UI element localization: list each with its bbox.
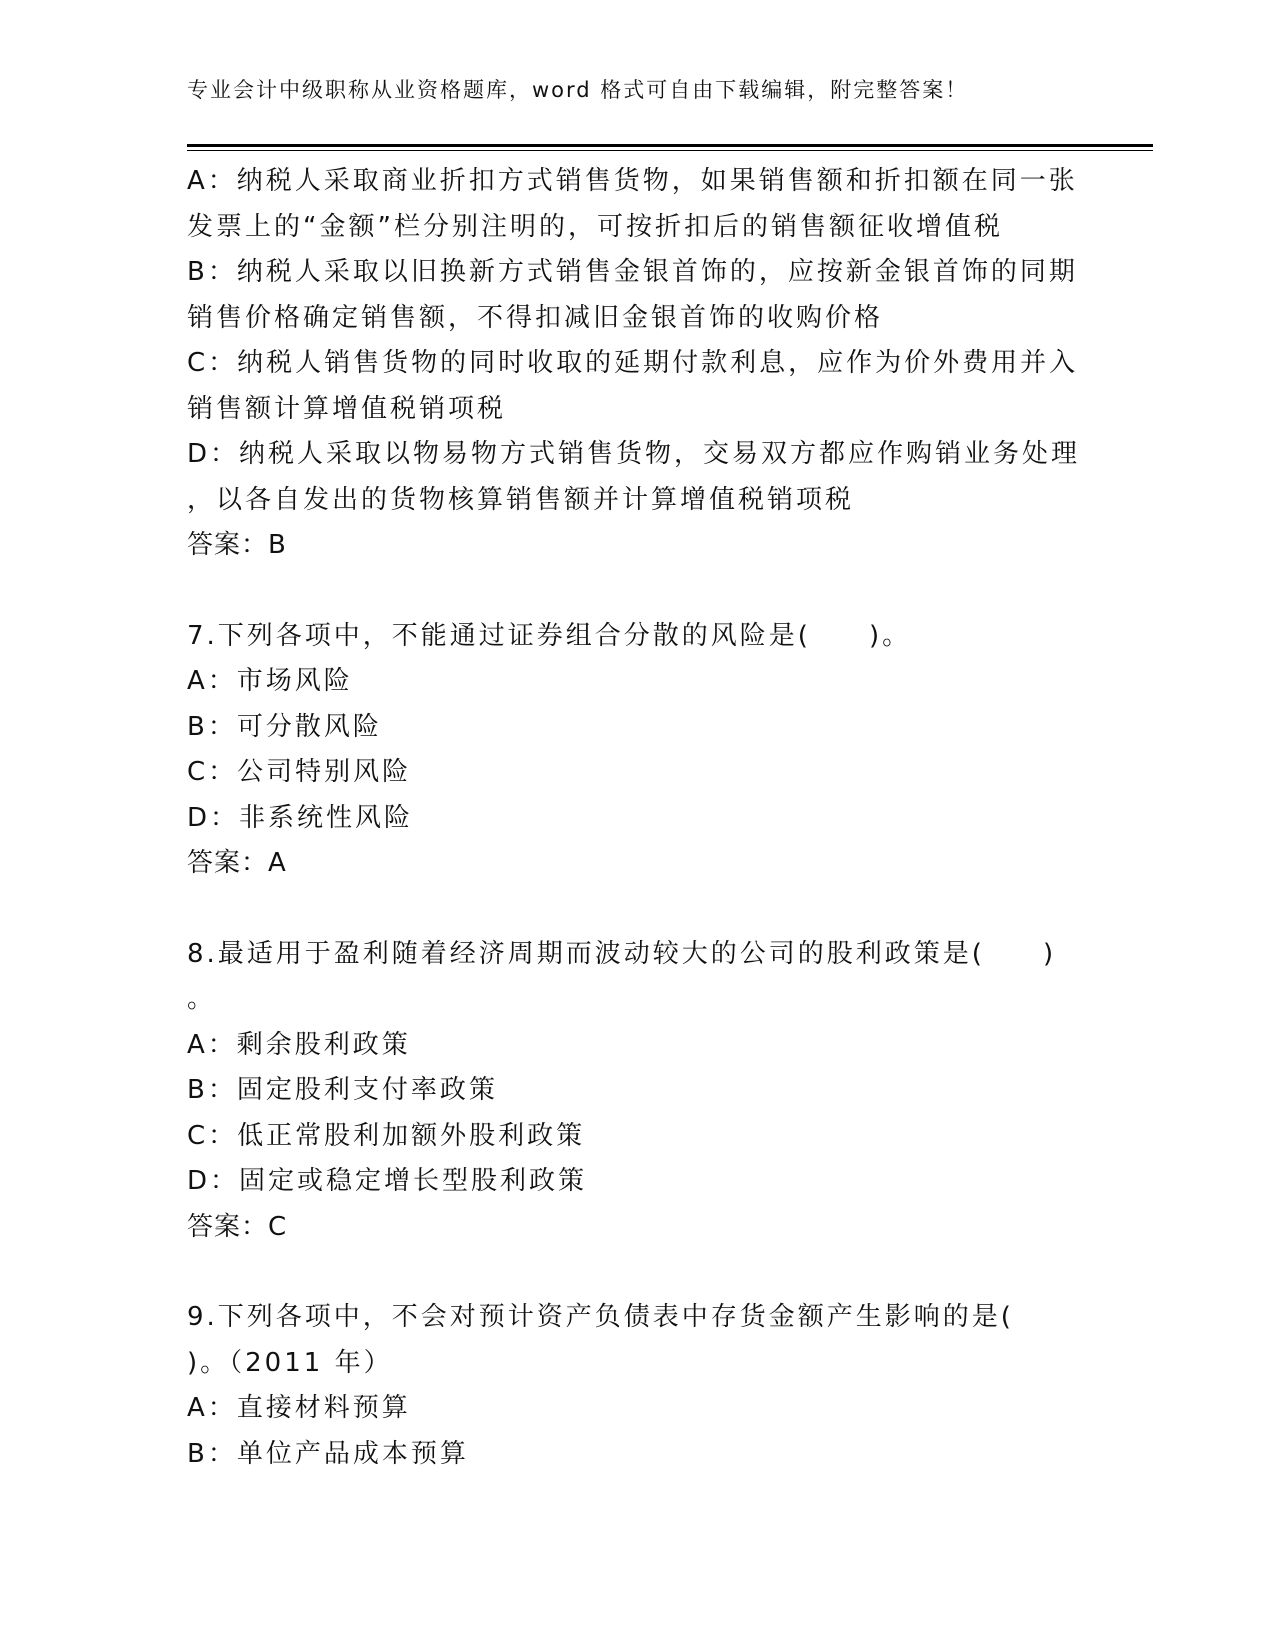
text-line: D：纳税人采取以物易物方式销售货物，交易双方都应作购销业务处理	[187, 439, 1081, 469]
question-block-6	[187, 159, 1087, 569]
option-b: B：固定股利支付率政策	[187, 1075, 498, 1105]
question-content	[187, 159, 1087, 1477]
option-c: C：低正常股利加额外股利政策	[187, 1120, 586, 1151]
header-rule-thick	[187, 144, 1153, 147]
text-line: B：纳税人采取以旧换新方式销售金银首饰的，应按新金银首饰的同期	[187, 257, 1078, 287]
block-spacer	[187, 569, 1087, 614]
option-a: A：剩余股利政策	[187, 1029, 411, 1060]
option-b: B：可分散风险	[187, 711, 382, 742]
text-line: 销售额计算增值税销项税	[187, 393, 507, 424]
text-line: C：纳税人销售货物的同时收取的延期付款利息，应作为价外费用并入	[187, 348, 1079, 378]
text-line: 发票上的“金额”栏分别注明的，可按折扣后的销售额征收增值税	[187, 211, 1003, 242]
option-d: D：非系统性风险	[187, 802, 414, 833]
option-d: D：固定或稳定增长型股利政策	[187, 1166, 588, 1196]
option-b: B：单位产品成本预算	[187, 1438, 469, 1469]
question-stem-continued: 。	[187, 984, 217, 1014]
answer-line: 答案：A	[187, 848, 287, 878]
question-stem: 8.最适用于盈利随着经济周期而波动较大的公司的股利政策是( )	[187, 938, 1057, 969]
answer-line: 答案：C	[187, 1211, 288, 1242]
question-block-7	[187, 614, 1087, 887]
page-header: 专业会计中级职称从业资格题库，word 格式可自由下载编辑，附完整答案！	[187, 78, 969, 102]
option-a: A：市场风险	[187, 666, 353, 696]
text-line: ，以各自发出的货物核算销售额并计算增值税销项税	[187, 484, 855, 515]
answer-line: 答案：B	[187, 530, 287, 560]
question-block-9	[187, 1295, 1087, 1477]
option-c: C：公司特别风险	[187, 757, 412, 787]
question-block-8	[187, 932, 1087, 1251]
block-spacer	[187, 887, 1087, 932]
text-line: A：纳税人采取商业折扣方式销售货物，如果销售额和折扣额在同一张	[187, 166, 1078, 196]
question-stem-continued: )。（2011 年）	[187, 1347, 393, 1378]
text-line: 销售价格确定销售额，不得扣减旧金银首饰的收购价格	[187, 302, 884, 333]
header-rule-thin	[187, 150, 1153, 151]
question-stem: 9.下列各项中，不会对预计资产负债表中存货金额产生影响的是(	[187, 1302, 1014, 1332]
block-spacer	[187, 1250, 1087, 1295]
option-a: A：直接材料预算	[187, 1393, 411, 1423]
question-stem: 7.下列各项中，不能通过证券组合分散的风险是( )。	[187, 620, 912, 651]
